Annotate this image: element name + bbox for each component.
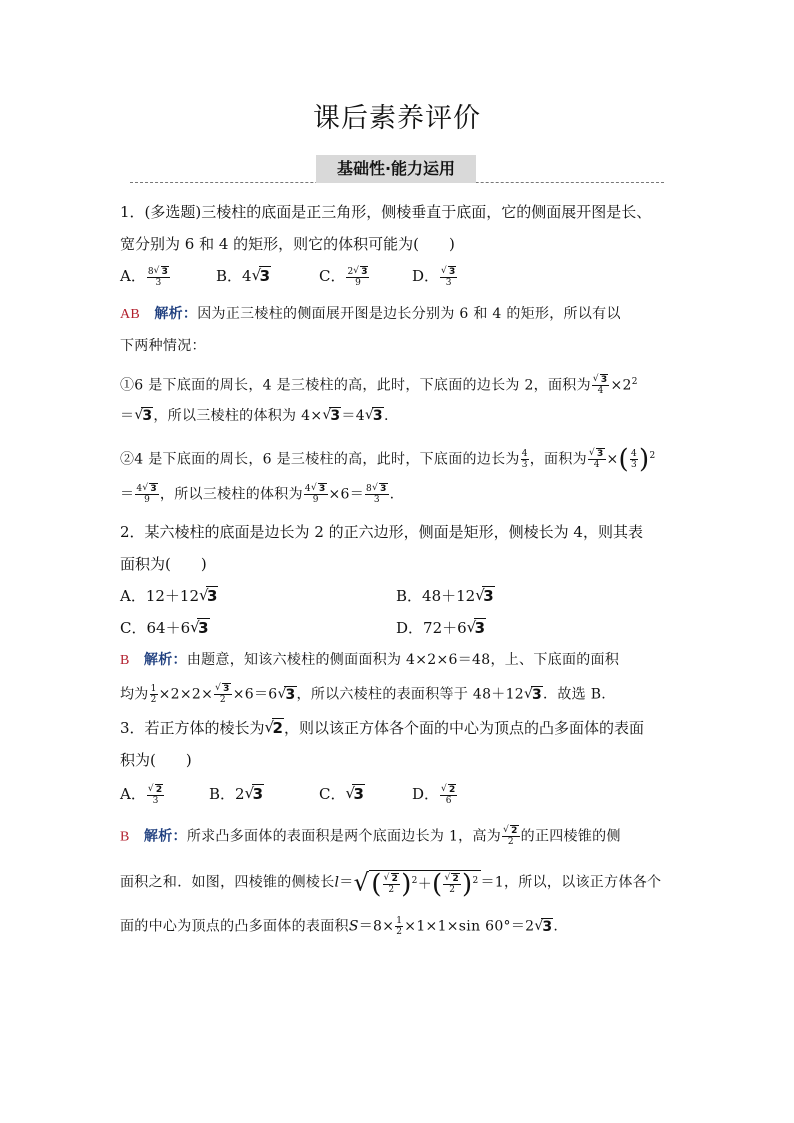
q1-option-d: D． √ $\frac{3}{3}$ bbox=[412, 266, 458, 288]
q1-answer: AB bbox=[120, 307, 141, 322]
q1-jiexi-label: 解析： bbox=[154, 306, 198, 322]
q1-stem-line1: 1．(多选题)三棱柱的底面是正三角形，侧棱垂直于底面，它的侧面展开图是长、 bbox=[120, 203, 652, 221]
q1-solution-line2: 下两种情况： bbox=[120, 338, 206, 354]
q3-answer: B bbox=[120, 829, 130, 845]
q3-option-d: D． √ $\frac{2}{6}$ bbox=[412, 784, 458, 806]
q3-option-b: B．2√ 3 bbox=[209, 784, 264, 804]
q3-option-a: A． √ $\frac{2}{3}$ bbox=[120, 784, 165, 806]
q2-jiexi-label: 解析： bbox=[143, 652, 187, 668]
q1-option-c: C． $\frac{2√ 3}{9}$ bbox=[319, 266, 370, 288]
q2-solution-line1: B 解析：由题意，知该六棱柱的侧面面积为 4×2×6＝48，上、下底面的面积 bbox=[120, 652, 620, 668]
q1-option-a: A． $\frac{8√ 3}{3}$ bbox=[120, 266, 171, 288]
q3-solution-line3: 面的中心为顶点的凸多面体的表面积S＝8× $\frac{1}{2}$ ×1×1×sin 60°＝2√ 3. bbox=[120, 916, 558, 937]
q2-stem-line1: 2．某六棱柱的底面是边长为 2 的正六边形，侧面是矩形，侧棱长为 4，则其表 bbox=[120, 523, 643, 541]
page-title: 课后素养评价 bbox=[313, 103, 481, 134]
q3-stem-line2: 积为( ) bbox=[120, 751, 192, 769]
q2-stem-line2: 面积为( ) bbox=[120, 555, 207, 573]
q1-case1-line2: ＝√ 3，所以三棱柱的体积为 4×√ 3＝4√ 3. bbox=[120, 406, 389, 426]
section-header bbox=[130, 155, 664, 185]
q2-option-c: C．64＋6√ 3 bbox=[120, 618, 210, 638]
q2-answer: B bbox=[120, 653, 130, 668]
section-label: 基础性·能力运用 bbox=[316, 155, 476, 183]
q3-option-c: C．√ 3 bbox=[319, 784, 365, 804]
q1-solution-line1: AB 解析：因为正三棱柱的侧面展开图是边长分别为 6 和 4 的矩形，所以有以 bbox=[120, 306, 621, 322]
q3-solution-line2: 面积之和．如图，四棱锥的侧棱长l＝√( √ $\frac{2}{2}$ )$^2$＋( √ $\frac{2}{2}$ )$^2$ ＝1，所以，以该正方体各个 bbox=[120, 870, 661, 895]
q3-stem-line1: 3．若正方体的棱长为√ 2，则以该正方体各个面的中心为顶点的凸多面体的表面 bbox=[120, 718, 644, 738]
q1-case2-line2: ＝ $\frac{4√ 3}{9}$ ，所以三棱柱的体积为 $\frac{4√ 3}{9}$ ×6＝ $\frac{8√ 3}{3}$ . bbox=[120, 484, 394, 505]
q1-case1-line1: ①6 是下底面的周长，4 是三棱柱的高，此时，下底面的边长为 2，面积为 √ $\frac{3}{4}$ $\times 2^2$ bbox=[120, 372, 638, 396]
q2-solution-line2: 均为 $\frac{1}{2}$ ×2×2× √ $\frac{3}{2}$ ×6＝6√ 3，所以六棱柱的表面积等于 48＋12√ 3．故选 B. bbox=[120, 684, 606, 705]
q2-option-b: B．48＋12√ 3 bbox=[396, 586, 495, 606]
q2-option-a: A．12＋12√ 3 bbox=[120, 586, 218, 606]
q2-option-d: D．72＋6√ 3 bbox=[396, 618, 486, 638]
q1-option-b: B．4√ 3 bbox=[216, 266, 271, 286]
q1-case2-line1: ②4 是下底面的周长，6 是三棱柱的高，此时，下底面的边长为 $\frac{4}{3}$ ，面积为 √ $\frac{3}{4}$ ×( $\frac{4}{3}$ )$^2$ bbox=[120, 446, 656, 470]
q1-stem-line2: 宽分别为 6 和 4 的矩形，则它的体积可能为( ) bbox=[120, 235, 455, 253]
q3-solution-line1: B 解析：所求凸多面体的表面积是两个底面边长为 1，高为 √ $\frac{2}{2}$ 的正四棱锥的侧 bbox=[120, 826, 621, 848]
q3-jiexi-label: 解析： bbox=[143, 828, 187, 845]
